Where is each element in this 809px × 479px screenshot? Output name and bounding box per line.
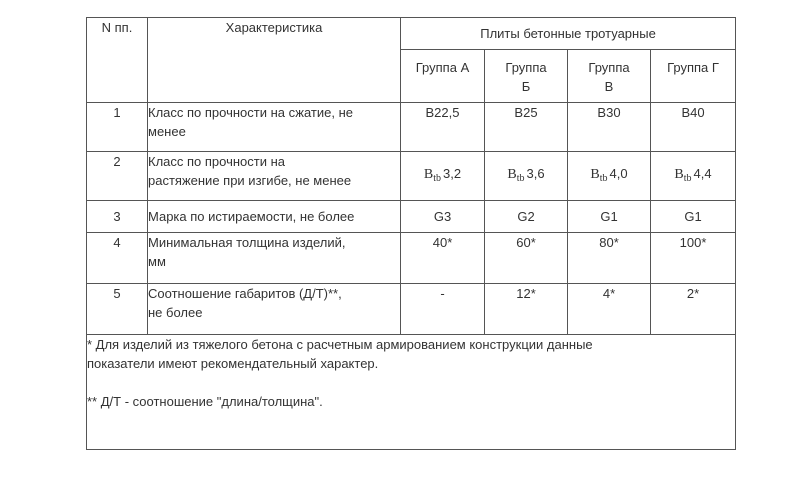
header-number: N пп.: [87, 18, 148, 103]
class-symbol: B: [590, 167, 600, 182]
cell-value: G2: [485, 201, 568, 233]
cell-value: В25: [485, 103, 568, 152]
specification-table: [86, 17, 736, 450]
cell-value: 80*: [568, 233, 651, 284]
header-row-top: [87, 18, 736, 50]
cell-value: В40: [651, 103, 736, 152]
row-description: [148, 233, 401, 284]
class-number: 4,4: [693, 166, 712, 181]
header-group-b: [485, 50, 568, 103]
row-description-line: мм: [148, 254, 166, 269]
cell-value: 60*: [485, 233, 568, 284]
row-description: [148, 103, 401, 152]
row-description-line: Класс по прочности на сжатие, не: [148, 105, 353, 120]
cell-value: 4*: [568, 284, 651, 335]
header-group-v: [568, 50, 651, 103]
row-number: 3: [87, 201, 148, 233]
row-description: [148, 284, 401, 335]
footnote-1-line-2: показатели имеют рекомендательный характер.: [87, 356, 379, 371]
row-number: 5: [87, 284, 148, 335]
row-number: 1: [87, 103, 148, 152]
footnote-spacer: [87, 373, 735, 392]
group-a-label: Группа А: [415, 60, 470, 75]
header-group-g: [651, 50, 736, 103]
row-description: [148, 152, 401, 201]
cell-value: [401, 152, 485, 201]
class-subscript: tb: [433, 173, 442, 184]
row-description-line: Минимальная толщина изделий,: [148, 235, 346, 250]
header-characteristic: Характеристика: [148, 18, 401, 103]
row-description-line: Марка по истираемости, не более: [148, 209, 355, 224]
row-description: [148, 201, 401, 233]
row-number: 2: [87, 152, 148, 201]
cell-value: [651, 152, 736, 201]
group-v-label-line2: В: [604, 79, 614, 94]
class-number: 3,6: [526, 166, 545, 181]
group-v-label-line1: Группа: [588, 60, 630, 75]
row-description-line: не более: [148, 305, 203, 320]
class-number: 4,0: [609, 166, 628, 181]
cell-value: G1: [651, 201, 736, 233]
cell-value: В22,5: [401, 103, 485, 152]
table-row: [87, 233, 736, 284]
class-symbol: B: [507, 167, 517, 182]
table-row: [87, 284, 736, 335]
cell-value: G3: [401, 201, 485, 233]
cell-value: [485, 152, 568, 201]
header-group-title: Плиты бетонные тротуарные: [401, 18, 736, 50]
footnote-1-line-1: * Для изделий из тяжелого бетона с расчетным армированием конструкции данные: [87, 337, 593, 352]
row-description-line: растяжение при изгибе, не менее: [148, 173, 352, 188]
table-row: [87, 103, 736, 152]
class-subscript: tb: [516, 173, 525, 184]
cell-value: 40*: [401, 233, 485, 284]
class-symbol: B: [674, 167, 684, 182]
row-description-line: Класс по прочности на: [148, 154, 286, 169]
table-row: [87, 201, 736, 233]
class-subscript: tb: [683, 173, 692, 184]
notes-row: [87, 335, 736, 450]
cell-value: В30: [568, 103, 651, 152]
cell-value: [568, 152, 651, 201]
cell-value: 12*: [485, 284, 568, 335]
cell-value: -: [401, 284, 485, 335]
cell-value: 2*: [651, 284, 736, 335]
class-symbol: B: [423, 167, 434, 182]
header-group-a: [401, 50, 485, 103]
row-description-line: Соотношение габаритов (Д/Т)**,: [148, 286, 342, 301]
row-description-line: менее: [148, 124, 186, 139]
footnotes: [87, 335, 736, 450]
footnote-2: ** Д/Т - соотношение "длина/толщина".: [87, 394, 323, 409]
class-number: 3,2: [443, 166, 462, 181]
cell-value: G1: [568, 201, 651, 233]
row-number: 4: [87, 233, 148, 284]
group-b-label-line1: Группа: [505, 60, 547, 75]
cell-value: 100*: [651, 233, 736, 284]
group-b-label-line2: Б: [521, 79, 531, 94]
group-g-label: Группа Г: [667, 60, 719, 75]
class-subscript: tb: [599, 173, 608, 184]
table-row: [87, 152, 736, 201]
